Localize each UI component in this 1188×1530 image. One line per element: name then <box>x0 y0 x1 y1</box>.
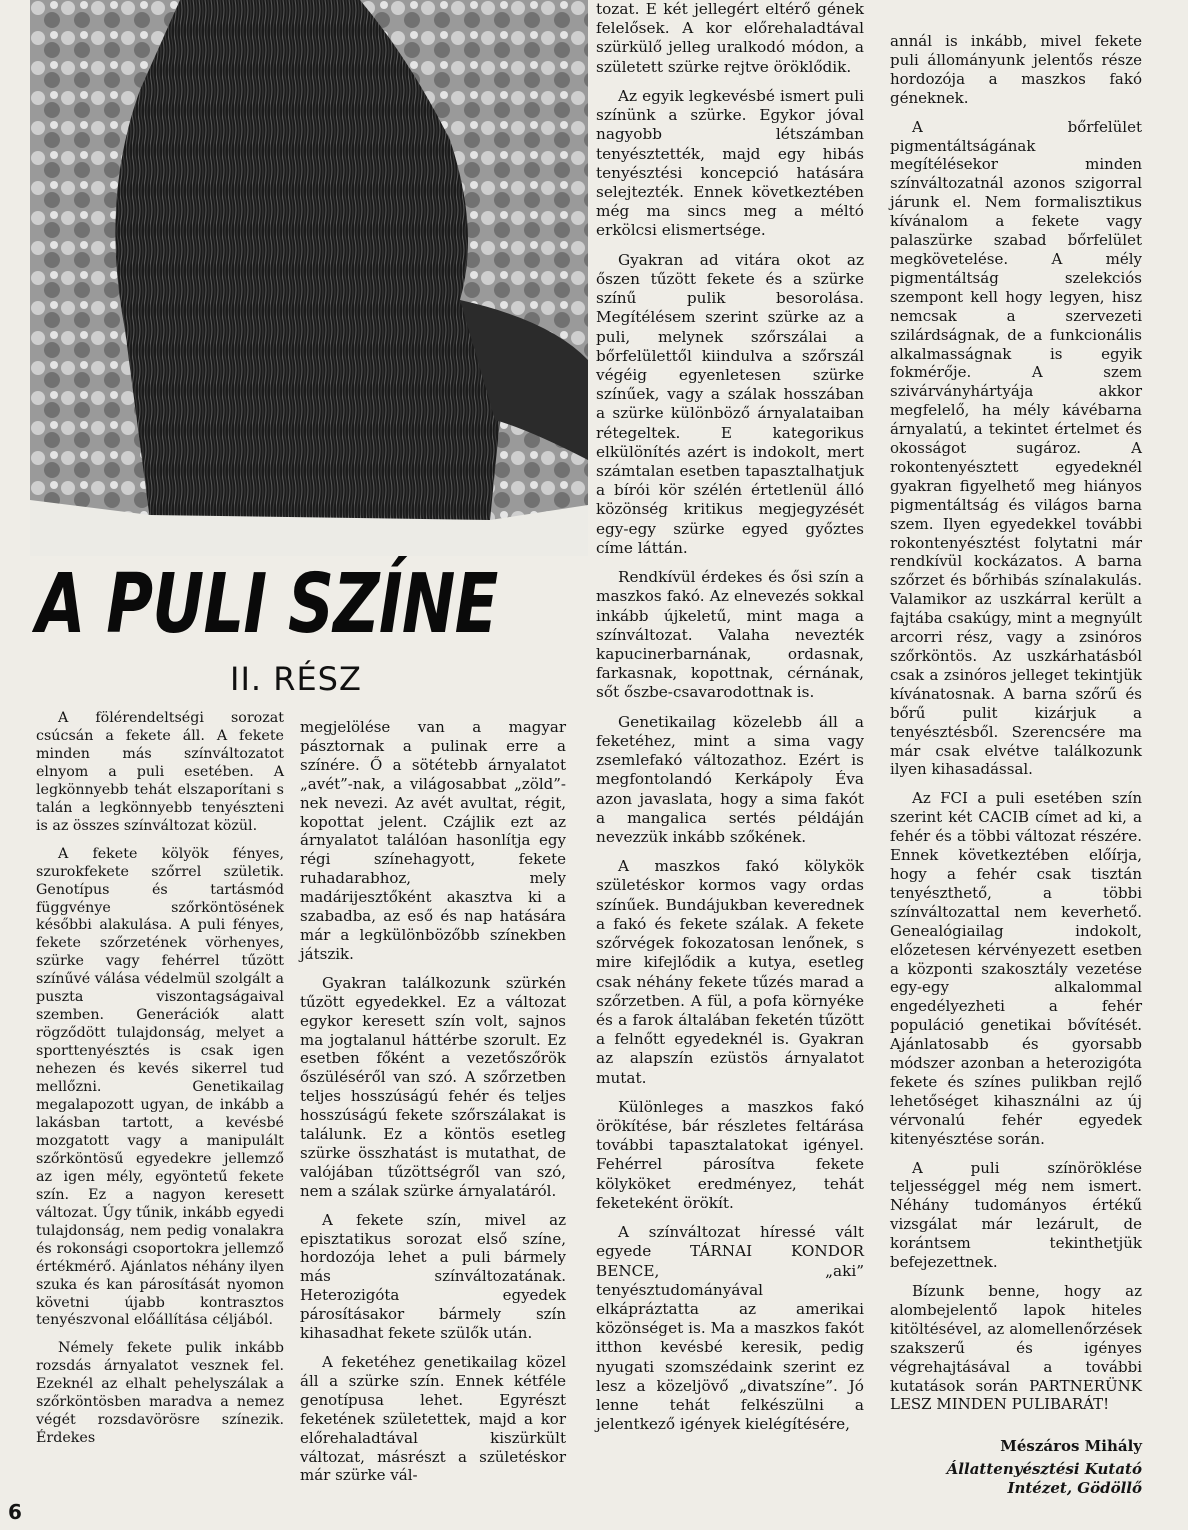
photo-texture <box>30 0 588 556</box>
author-institution: Állattenyésztési Kutató Intézet, Gödöllő <box>946 1460 1142 1497</box>
paragraph: Bízunk benne, hogy az alombejelentő lapok hiteles kitöltésével, az alomellenőrzések szakszerű és igényes végrehajtásával a további kutatások során PARTNERÜNK LESZ MINDEN PULIBARÁT! <box>890 1282 1142 1414</box>
paragraph: A színváltozat híressé vált egyede TÁRNAI KONDOR BENCE, „aki” tenyésztudományával elkápráztatta az amerikai közönséget is. Ma a maszkos fakót itthon kevésbé keresik, pedig nyugati szomszédaink szerint ez lesz a közeljövő „divatszíne”. Jó lenne tehát felkészülni a jelentkező igények kielégítésére, <box>596 1223 864 1434</box>
puli-dog-photo <box>30 0 588 556</box>
paragraph: A puli színöröklése teljességgel még nem ismert. Néhány tudományos értékű vizsgálat már lezárult, de korántsem tekinthetjük befejezettnek. <box>890 1158 1142 1272</box>
paragraph: Genetikailag közelebb áll a feketéhez, mint a sima vagy zsemlefakó változathoz. Ezért is megfontolandó Kerkápoly Éva azon javaslata, hogy a sima fakót a mangalica sertés példáján nevezzük inkább szőkének. <box>596 712 864 846</box>
paragraph: tozat. E két jellegért eltérő gének felelősek. A kor előrehaladtával szürkülő jelleg uralkodó módon, a született szürke rejtve öröklődik. <box>596 0 864 76</box>
article-subtitle: II. RÉSZ <box>230 660 362 698</box>
page-number: 6 <box>8 1500 22 1524</box>
paragraph: A fekete kölyök fényes, szurokfekete szőrrel születik. Genotípus és tartásmód függvénye szőrköntösének későbbi alakulása. A puli fényes, fekete szőrzetének vörhenyes, szürke vagy fehérrel tűzött színűvé válása védelmül szolgált a puszta viszontagságaival szemben. Generációk alatt rögződött tulajdonság, melyet a sporttenyésztés is csak igen nehezen és kevés sikerrel tud mellőzni. Genetikailag megalapozott ugyan, de inkább a lakásban tartott, a kevésbé mozgatott vagy a manipulált szőrköntösű egyedekre jellemző az igen mély, egyöntetű fekete szín. Ez a nagyon keresett változat. Úgy tűnik, inkább egyedi tulajdonság, nem pedig vonalakra és rokonsági csoportokra jellemző értékmérő. Ajánlatos néhány ilyen szuka és kan párosítását nyomon követni újabb kontrasztos tenyészvonal előállítása céljából. <box>36 845 284 1329</box>
author-name: Mészáros Mihály <box>1000 1437 1142 1455</box>
paragraph: Rendkívül érdekes és ősi szín a maszkos fakó. Az elnevezés sokkal inkább újkeletű, mint maga a színváltozat. Valaha nevezték kapucinerbarnának, ordasnak, farkasnak, kopottnak, cérnának, sőt őszbe-csavarodottnak is. <box>596 568 864 702</box>
paragraph: annál is inkább, mivel fekete puli állományunk jelentős része hordozója a maszkos fakó géneknek. <box>890 32 1142 107</box>
paragraph: A maszkos fakó kölykök születéskor kormos vagy ordas színűek. Bundájukban keverednek a fakó és fekete szálak. A fekete szőrvégek fokozatosan lenőnek, s mire kifejlődik a kutya, esetleg csak néhány fekete tűzés marad a szőrzetben. A fül, a pofa környéke és a farok általában feketén tűzött a felnőtt egyedeknél is. Gyakran az alapszín ezüstös árnyalatot mutat. <box>596 857 864 1087</box>
text-column-1 <box>36 710 284 1458</box>
paragraph: Némely fekete pulik inkább rozsdás árnyalatot vesznek fel. Ezeknél az elhalt pehelyszálak a szőrköntösben maradva a nemez végét rozsdavörösre színezik. Érdekes <box>36 1340 284 1447</box>
text-column-4 <box>890 32 1142 1424</box>
paragraph: Az FCI a puli esetében szín szerint két CACIB címet ad ki, a fehér és a többi változat részére. Ennek következtében előírja, hogy a fehér csak tisztán tenyészthető, a többi színváltozattal nem keverhető. Genealógiailag indokolt, előzetesen kérvényezett esetben a központi szakosztály vezetése egy-egy alkalommal engedélyezheti a fehér populáció genetikai bővítését. Ajánlatosabb és gyorsabb módszer azonban a heterozigóta fekete és színes pulikban rejlő lehetőséget kihasználni az új vérvonalú fehér egyedek kitenyésztése során. <box>890 789 1142 1148</box>
paragraph: Gyakran találkozunk szürkén tűzött egyedekkel. Ez a változat egykor keresett szín volt, sajnos ma jogtalanul háttérbe szorult. Ez esetben főként a vezetőszőrök őszüléséről van szó. A szőrzetben teljes hosszúságú fehér és teljes hosszúságú fekete szőrszálakat is találunk. Ez a köntös esetleg szürke összhatást is mutathat, de valójában tűzöttségről van szó, nem a szálak szürke árnyalatáról. <box>300 973 566 1200</box>
paragraph: A fölérendeltségi sorozat csúcsán a fekete áll. A fekete minden más színváltozatot elnyom a puli esetében. A legkönnyebb tehát elszaporítani s talán a legkönnyebb tenyészteni is az összes színváltozat közül. <box>36 710 284 834</box>
paragraph: Az egyik legkevésbé ismert puli színünk a szürke. Egykor jóval nagyobb létszámban tenyésztették, majd egy hibás tenyésztési koncepció hatására selejtezték. Ennek következtében még ma sincs meg a méltó erkölcsi elismertsége. <box>596 86 864 240</box>
paragraph: A bőrfelület pigmentáltságának megítélésekor minden színváltozatnál azonos szigorral járunk el. Nem formalisztikus kívánalom a fekete vagy palaszürke szabad bőrfelület megkövetelése. A mély pigmentáltság szelekciós szempont kell hogy legyen, hisz nemcsak a szervezeti szilárdságnak, de a funkcionális alkalmasságnak is egyik fokmérője. A szem szivárványhártyája akkor megfelelő, ha mély kávébarna árnyalatú, a tekintet értelmet és okosságot sugároz. A rokontenyésztett egyedeknél gyakran figyelhető meg hiányos pigmentáltság és világos barna szem. Ilyen egyedekkel további rokontenyésztést folytatni már rendkívül kockázatos. A barna szőrzet és bőrhibás színalakulás. Valamikor az uszkárral került a fajtába csakúgy, mint a megnyúlt arcorri rész, vagy a zsinóros szőrköntös. Az uszkárhatásból csak a zsinóros jelleget tekintjük kívánatosnak. A barna szőrű és bőrű pulit kizárjuk a tenyésztésből. Szerencsére ma már csak elvétve találkozunk ilyen kihasadással. <box>890 117 1142 779</box>
text-column-2 <box>300 718 566 1495</box>
paragraph: Gyakran ad vitára okot az őszen tűzött fekete és a szürke színű pulik besorolása. Megítélésem szerint szürke az a puli, melynek szőrszálai a bőrfelülettől kiindulva a szőrszál végéig egyenletesen szürke színűek, vagy a szálak hosszában a szürke különböző árnyalataiban rétegeltek. E kategorikus elkülönítés azért is indokolt, mert számtalan esetben tapasztalhatjuk a bírói kör szélén értetlenül álló közönség kritikus megjegyzését egy-egy szürke egyed győztes címe láttán. <box>596 250 864 557</box>
text-column-3 <box>596 0 864 1445</box>
paragraph: megjelölése van a magyar pásztornak a pulinak erre a színére. Ő a sötétebb árnyalatot „avét”-nak, a világosabbat „zöld”-nek nevezi. Az avét avultat, régit, kopottat jelent. Czájlik ezt az árnyalatot találóan hasonlítja egy régi színehagyott, fekete ruhadarabhoz, mely madárijesztőként akasztva ki a szabadba, az eső és nap hatására már a legkülönbözőbb színekben játszik. <box>300 718 566 963</box>
article-title: A PULI SZÍNE <box>36 557 498 652</box>
paragraph: A fekete szín, mivel az episztatikus sorozat első színe, hordozója lehet a puli bármely más színváltozatának. Heterozigóta egyedek párosításakor bármely szín kihasadhat fekete szülők után. <box>300 1210 566 1343</box>
paragraph: Különleges a maszkos fakó örökítése, bár részletes feltárása további tapasztalatokat igényel. Fehérrel párosítva fekete kölyköket eredményez, tehát feketeként örökít. <box>596 1097 864 1212</box>
paragraph: A feketéhez genetikailag közel áll a szürke szín. Ennek kétféle genotípusa lehet. Egyrészt feketének születettek, majd a kor előrehaladtával kiszürkült változat, másrészt a születéskor már szürke vál- <box>300 1353 566 1485</box>
